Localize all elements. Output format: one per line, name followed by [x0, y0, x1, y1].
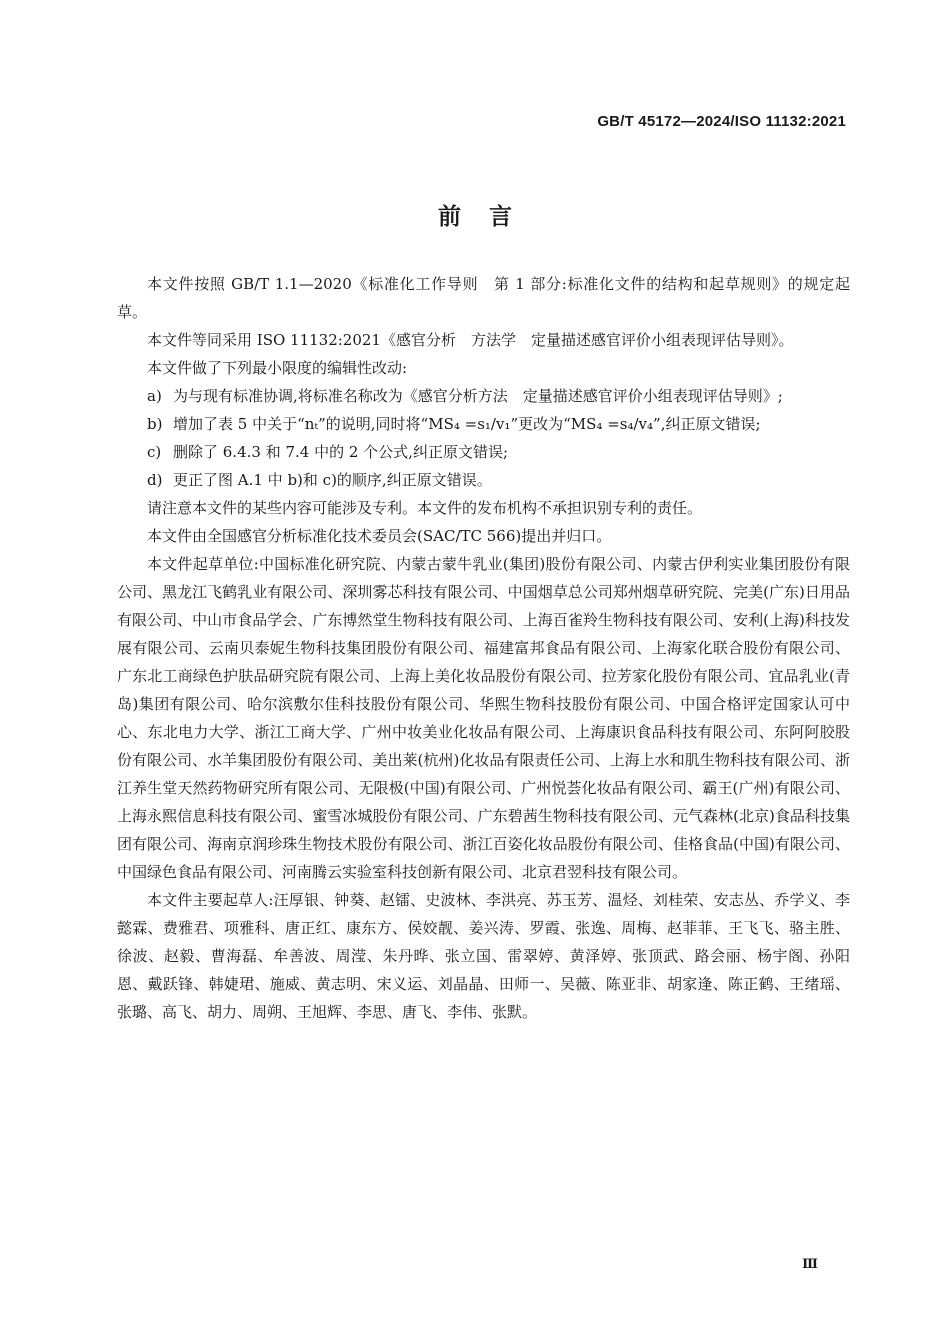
- change-text: 更正了图 A.1 中 b)和 c)的顺序,纠正原文错误。: [173, 471, 492, 489]
- change-text: 为与现有标准协调,将标准名称改为《感官分析方法 定量描述感官评价小组表现评估导则》;: [173, 387, 783, 405]
- proposal-paragraph: 本文件由全国感官分析标准化技术委员会(SAC/TC 566)提出并归口。: [147, 527, 612, 545]
- change-marker: d): [147, 471, 163, 489]
- standard-code-header: GB/T 45172—2024/ISO 11132:2021: [597, 113, 846, 130]
- change-item-a: [117, 382, 850, 410]
- patent-notice-paragraph: 请注意本文件的某些内容可能涉及专利。本文件的发布机构不承担识别专利的责任。: [147, 499, 703, 517]
- change-marker: c): [147, 443, 162, 461]
- page-title: 前言: [438, 204, 540, 230]
- foreword-body: [117, 270, 850, 1026]
- drafting-rules-paragraph: 本文件按照 GB/T 1.1—2020《标准化工作导则 第 1 部分:标准化文件的结构和起草规则》的规定起草。: [117, 275, 850, 321]
- change-marker: b): [147, 415, 163, 433]
- adoption-paragraph: 本文件等同采用 ISO 11132:2021《感官分析 方法学 定量描述感官评价小组表现评估导则》。: [147, 331, 794, 349]
- change-item-d: [117, 466, 850, 494]
- change-text: 增加了表 5 中关于“nₜ”的说明,同时将“MS₄ =s₁/v₁”更改为“MS₄ =s₄/v₄”,纠正原文错误;: [173, 415, 761, 433]
- change-text: 删除了 6.4.3 和 7.4 中的 2 个公式,纠正原文错误;: [173, 443, 508, 461]
- change-item-c: [117, 438, 850, 466]
- drafting-units-paragraph: 本文件起草单位:中国标准化研究院、内蒙古蒙牛乳业(集团)股份有限公司、内蒙古伊利实业集团股份有限公司、黑龙江飞鹤乳业有限公司、深圳雾芯科技有限公司、中国烟草总公司郑州烟草研究院、完美(广东)日用品有限公司、中山市食品学会、广东博然堂生物科技有限公司、上海百雀羚生物科技有限公司、安利(上海)科技发展有限公司、云南贝泰妮生物科技集团股份有限公司、福建富邦食品有限公司、上海家化联合股份有限公司、广东北工商绿色护肤品研究院有限公司、上海上美化妆品股份有限公司、拉芳家化股份有限公司、宜品乳业(青岛)集团有限公司、哈尔滨敷尔佳科技股份有限公司、华熙生物科技股份有限公司、中国合格评定国家认可中心、东北电力大学、浙江工商大学、广州中妆美业化妆品有限公司、上海康识食品科技有限公司、东阿阿胶股份有限公司、水羊集团股份有限公司、美出莱(杭州)化妆品有限责任公司、上海上水和肌生物科技有限公司、浙江养生堂天然药物研究所有限公司、无限极(中国)有限公司、广州悦荟化妆品有限公司、霸王(广州)有限公司、上海永熙信息科技有限公司、蜜雪冰城股份有限公司、广东碧茜生物科技有限公司、元气森林(北京)食品科技集团有限公司、海南京润珍珠生物技术股份有限公司、浙江百姿化妆品股份有限公司、佳格食品(中国)有限公司、中国绿色食品有限公司、河南腾云实验室科技创新有限公司、北京君翌科技有限公司。: [117, 555, 850, 881]
- changes-intro-paragraph: 本文件做了下列最小限度的编辑性改动:: [147, 359, 408, 377]
- change-marker: a): [147, 387, 162, 405]
- change-item-b: [117, 410, 850, 438]
- drafters-paragraph: 本文件主要起草人:汪厚银、钟葵、赵镭、史波林、李洪亮、苏玉芳、温烃、刘桂荣、安志丛、乔学义、李懿霖、费雅君、项雅科、唐正红、康东方、侯姣靓、姜兴涛、罗霞、张逸、周梅、赵菲菲、王飞飞、骆主胜、徐波、赵毅、曹海磊、牟善波、周滢、朱丹晔、张立国、雷翠婷、黄泽婷、张顶武、路会丽、杨宇阁、孙阳恩、戴跃锋、韩婕珺、施威、黄志明、宋义运、刘晶晶、田师一、吴薇、陈亚非、胡家逢、陈正鹤、王绪瑶、张璐、高飞、胡力、周朔、王旭辉、李思、唐飞、李伟、张默。: [117, 891, 850, 1021]
- page-number: Ⅲ: [802, 1257, 818, 1272]
